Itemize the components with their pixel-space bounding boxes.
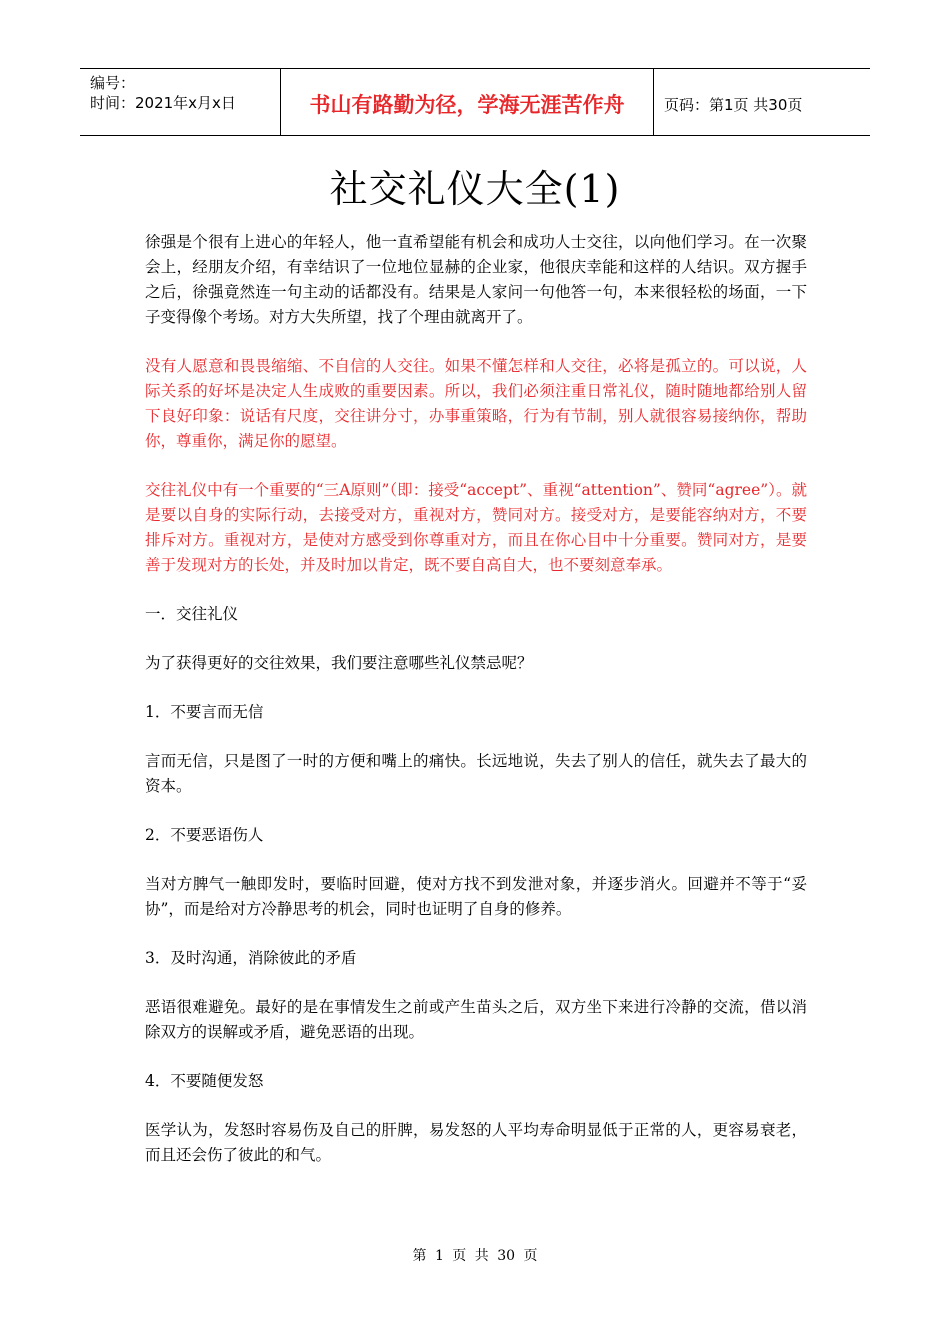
document-body bbox=[145, 230, 807, 1192]
paragraph: 恶语很难避免。最好的是在事情发生之前或产生苗头之后，双方坐下来进行冷静的交流，借以消除双方的误解或矛盾，避免恶语的出现。 bbox=[145, 998, 807, 1041]
paragraph: 交往礼仪中有一个重要的“三A原则”（即：接受“accept”、重视“attention”、赞同“agree”）。就是要以自身的实际行动，去接受对方，重视对方，赞同对方。接受对方，是要能容纳对方，不要排斥对方。重视对方，是使对方感受到你尊重对方，而且在你心目中十分重要。赞同对方，是要善于发现对方的长处，并及时加以肯定，既不要自高自大，也不要刻意奉承。 bbox=[145, 481, 807, 574]
section-heading: 一．交往礼仪 bbox=[145, 605, 239, 623]
paragraph: 没有人愿意和畏畏缩缩、不自信的人交往。如果不懂怎样和人交往，必将是孤立的。可以说，人际关系的好坏是决定人生成败的重要因素。所以，我们必须注重日常礼仪，随时随地都给别人留下良好印象：说话有尺度，交往讲分寸，办事重策略，行为有节制，别人就很容易接纳你，帮助你，尊重你，满足你的愿望。 bbox=[145, 357, 807, 450]
header-page-code: 页码：第1页 共30页 bbox=[664, 95, 803, 114]
page-footer: 第 1 页 共 30 页 bbox=[412, 1248, 538, 1264]
paragraph: 为了获得更好的交往效果，我们要注意哪些礼仪禁忌呢？ bbox=[145, 654, 533, 672]
number-label: 编号： bbox=[90, 74, 136, 92]
header-motto: 书山有路勤为径，学海无涯苦作舟 bbox=[281, 69, 654, 135]
header-table bbox=[80, 68, 870, 136]
header-meta bbox=[80, 69, 281, 135]
page-title: 社交礼仪大全(1) bbox=[329, 167, 621, 211]
time-label: 时间：2021年x月x日 bbox=[90, 94, 236, 112]
paragraph: 当对方脾气一触即发时，要临时回避，使对方找不到发泄对象，并逐步消火。回避并不等于“妥协”，而是给对方冷静思考的机会，同时也证明了自身的修养。 bbox=[145, 875, 807, 918]
subheading: 1．不要言而无信 bbox=[145, 703, 264, 721]
subheading: 4．不要随便发怒 bbox=[145, 1072, 264, 1090]
subheading: 2．不要恶语伤人 bbox=[145, 826, 264, 844]
paragraph: 徐强是个很有上进心的年轻人，他一直希望能有机会和成功人士交往，以向他们学习。在一次聚会上，经朋友介绍，有幸结识了一位地位显赫的企业家，他很庆幸能和这样的人结识。双方握手之后，徐强竟然连一句主动的话都没有。结果是人家问一句他答一句，本来很轻松的场面，一下子变得像个考场。对方大失所望，找了个理由就离开了。 bbox=[145, 233, 807, 326]
paragraph: 言而无信，只是图了一时的方便和嘴上的痛快。长远地说，失去了别人的信任，就失去了最大的资本。 bbox=[145, 752, 807, 795]
paragraph: 医学认为，发怒时容易伤及自己的肝脾，易发怒的人平均寿命明显低于正常的人，更容易衰老，而且还会伤了彼此的和气。 bbox=[145, 1121, 807, 1164]
subheading: 3．及时沟通，消除彼此的矛盾 bbox=[145, 949, 357, 967]
